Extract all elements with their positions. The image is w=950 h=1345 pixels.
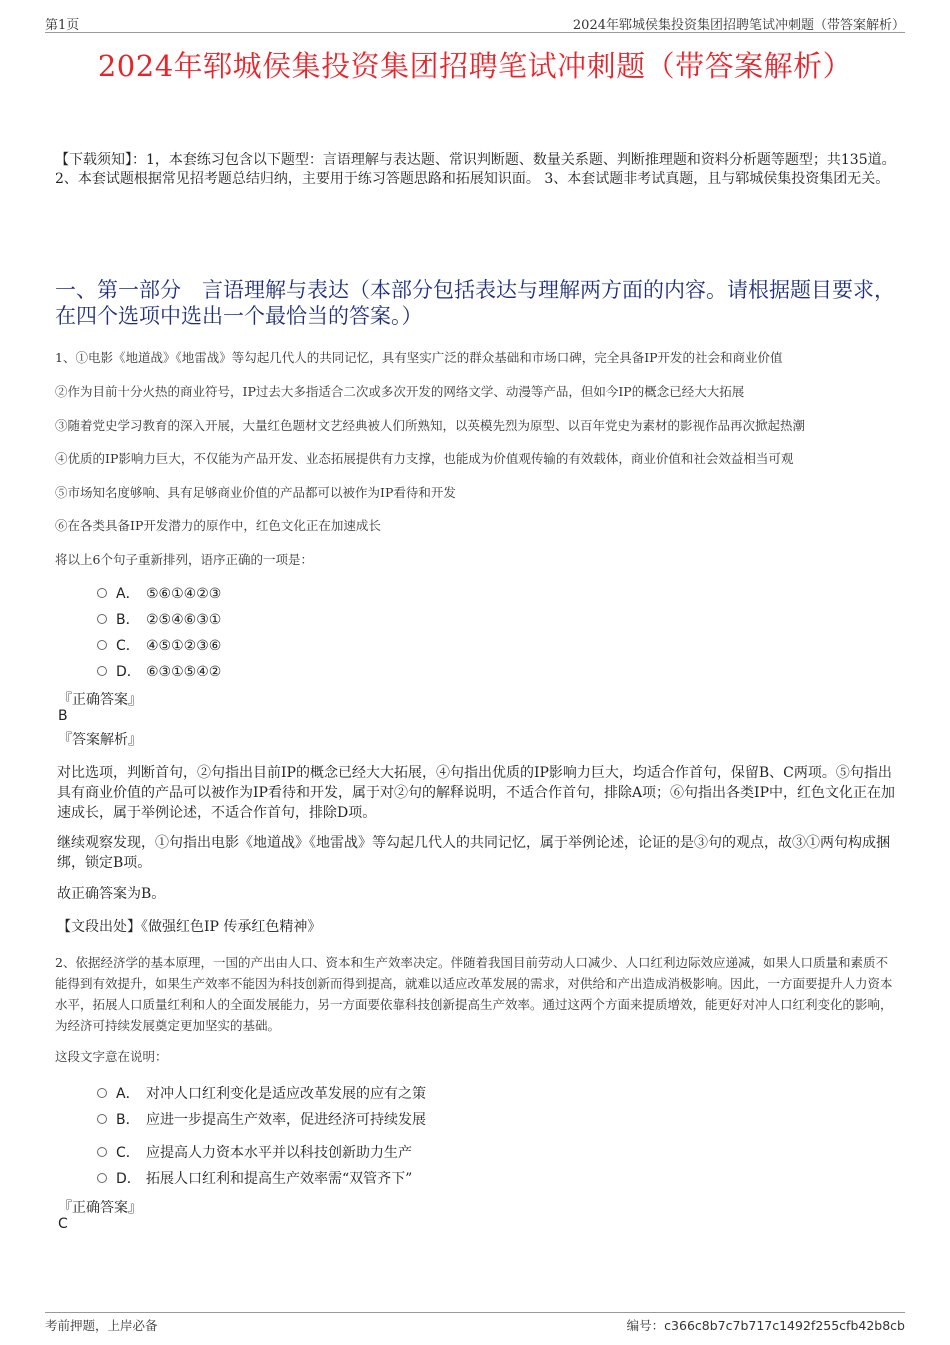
option-letter: D． [116,1171,141,1187]
footer-slogan: 考前押题，上岸必备 [45,1318,158,1333]
q1-analysis-label: 『答案解析』 [58,732,142,748]
header-doc-title: 2024年郓城侯集投资集团招聘笔试冲刺题（带答案解析） [572,18,905,33]
page-header [45,14,905,33]
q1-sentence-3: ③随着党史学习教育的深入开展，大量红色题材文艺经典被人们所熟知，以英模先烈为原型、以百年党史为素材的影视作品再次掀起热潮 [55,418,806,433]
option-text: ⑥③①⑤④② [146,664,222,680]
q2-option-a[interactable] [97,1083,426,1103]
page-number: 第1页 [45,18,80,33]
radio-button[interactable] [97,666,107,676]
option-text: 拓展人口红利和提高生产效率需“双管齐下” [146,1171,413,1187]
radio-button[interactable] [97,1147,107,1157]
q1-analysis-1: 对比选项，判断首句，②句指出目前IP的概念已经大大拓展，④句指出优质的IP影响力巨大，均适合作首句，保留B、C两项。⑤句指出具有商业价值的产品可以被作为IP看待和开发，属于对②句的解释说明，不适合作首句，排除A项；⑥句指出各类IP中，红色文化正在加速成长，属于举例论述，不适合作首句，排除D项。 [57,765,896,821]
radio-button[interactable] [97,1088,107,1098]
q1-option-b[interactable] [97,609,221,629]
q2-option-b[interactable] [97,1109,426,1129]
footer-code-label: 编号： [626,1318,665,1333]
q1-answer: B [58,708,68,724]
option-letter: B． [116,612,140,628]
q1-prompt: 将以上6个句子重新排列，语序正确的一项是： [55,552,313,567]
q1-analysis-3: 故正确答案为B。 [57,886,166,902]
q2-text: 2、依据经济学的基本原理，一国的产出由人口、资本和生产效率决定。伴随着我国目前劳动人口减少、人口红利边际效应递减，如果人口质量和素质不能得到有效提升，如果生产效率不能因为科技创新而得到提高，就难以适应改革发展的需求，对供给和产出造成消极影响。因此，一方面要提升人力资本水平，拓展人口质量红利和人的全面发展能力，另一方面要依靠科技创新提高生产效率。通过这两个方面来提质增效，能更好对冲人口红利变化的影响，为经济可持续发展奠定更加坚实的基础。 [55,955,893,1033]
page-title: 2024年郓城侯集投资集团招聘笔试冲刺题（带答案解析） [97,49,853,83]
option-text: ④⑤①②③⑥ [146,638,222,654]
option-text: 应提高人力资本水平并以科技创新助力生产 [146,1145,412,1161]
q1-sentence-4: ④优质的IP影响力巨大，不仅能为产品开发、业态拓展提供有力支撑，也能成为价值观传输的有效载体，商业价值和社会效益相当可观 [55,451,794,466]
download-notice: 【下载须知】：1，本套练习包含以下题型：言语理解与表达题、常识判断题、数量关系题、判断推理题和资料分析题等题型；共135道。 2、本套试题根据常见招考题总结归纳，主要用于练习答题思路和拓展知识面。 3、本套试题非考试真题，且与郓城侯集投资集团无关。 [55,152,896,187]
option-text: ②⑤④⑥③① [146,612,222,628]
q1-source: 【文段出处】《做强红色IP 传承红色精神》 [57,919,322,935]
q1-sentence-5: ⑤市场知名度够响、具有足够商业价值的产品都可以被作为IP看待和开发 [55,485,456,500]
option-text: 对冲人口红利变化是适应改革发展的应有之策 [146,1086,426,1102]
q1-option-a[interactable] [97,583,221,603]
radio-button[interactable] [97,614,107,624]
footer-code [627,1316,905,1334]
q1-sentence-6: ⑥在各类具备IP开发潜力的原作中，红色文化正在加速成长 [55,518,381,533]
option-letter: D． [116,664,141,680]
option-text: ⑤⑥①④②③ [146,586,222,602]
radio-button[interactable] [97,640,107,650]
option-letter: C． [116,1145,140,1161]
option-letter: A． [116,1086,140,1102]
q2-option-d[interactable] [97,1168,412,1188]
page-footer [45,1312,905,1333]
q2-answer-label: 『正确答案』 [58,1200,142,1216]
q1-sentence-1: 1、①电影《地道战》《地雷战》等勾起几代人的共同记忆，具有坚实广泛的群众基础和市场口碑，完全具备IP开发的社会和商业价值 [55,350,783,365]
radio-button[interactable] [97,1114,107,1124]
q1-analysis-2: 继续观察发现，①句指出电影《地道战》《地雷战》等勾起几代人的共同记忆，属于举例论述，论证的是③句的观点，故③①两句构成捆绑，锁定B项。 [57,835,890,871]
footer-code-value: c366c8b7c7b717c1492f255cfb42b8cb [664,1318,905,1333]
option-letter: C． [116,638,140,654]
q1-answer-label: 『正确答案』 [58,692,142,708]
option-text: 应进一步提高生产效率，促进经济可持续发展 [146,1112,426,1128]
section-heading: 一、第一部分 言语理解与表达（本部分包括表达与理解两方面的内容。请根据题目要求，在四个选项中选出一个最恰当的答案。） [55,278,895,328]
q2-option-c[interactable] [97,1142,412,1162]
q2-prompt: 这段文字意在说明： [55,1049,168,1064]
q1-option-d[interactable] [97,661,221,681]
q2-answer: C [58,1216,68,1232]
q1-sentence-2: ②作为目前十分火热的商业符号，IP过去大多指适合二次或多次开发的网络文学、动漫等产品，但如今IP的概念已经大大拓展 [55,384,745,399]
option-letter: A． [116,586,140,602]
radio-button[interactable] [97,1173,107,1183]
option-letter: B． [116,1112,140,1128]
radio-button[interactable] [97,588,107,598]
q1-option-c[interactable] [97,635,221,655]
